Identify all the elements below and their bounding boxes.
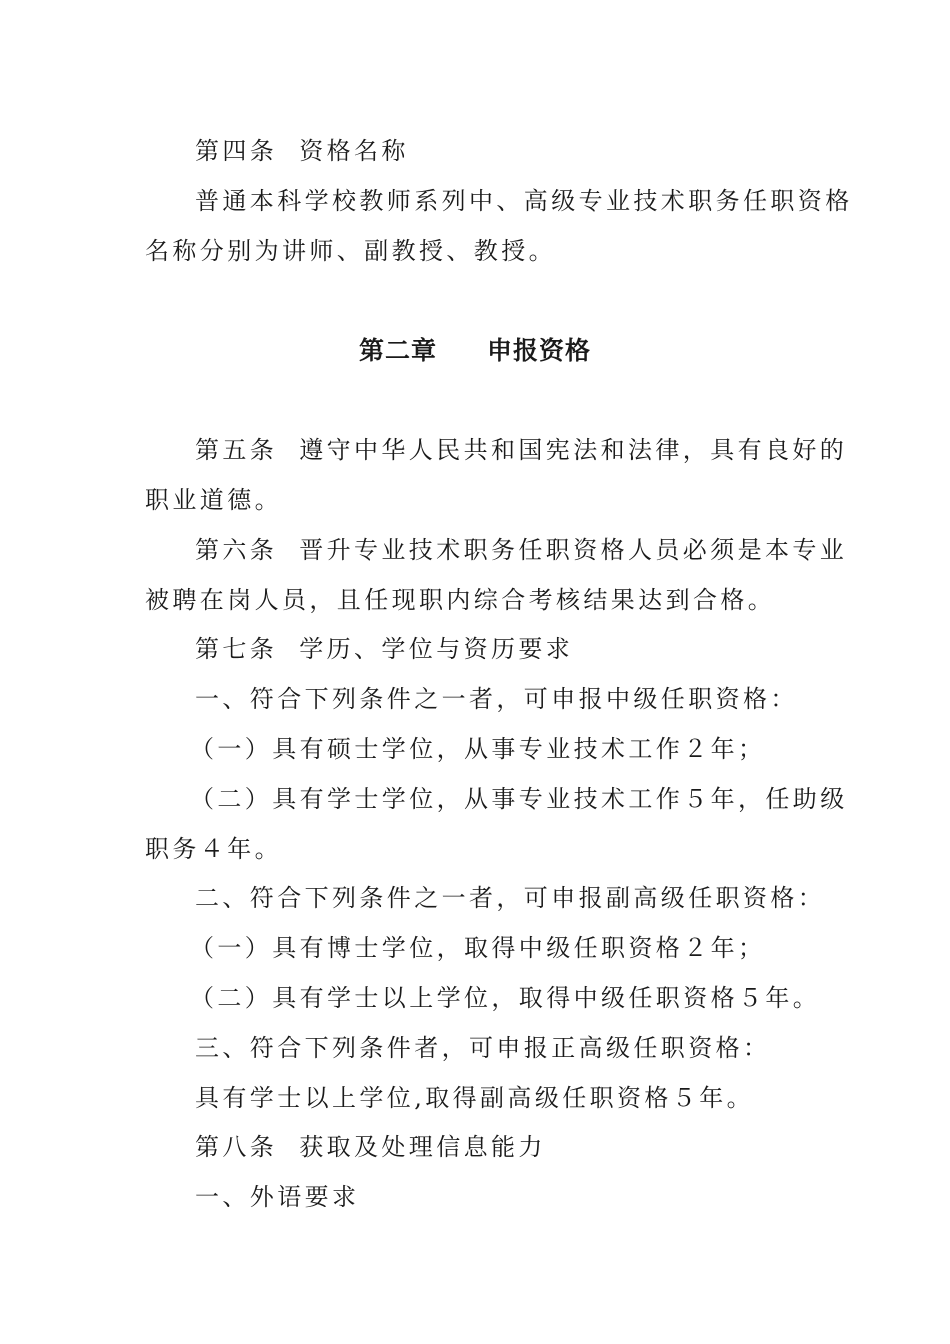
article-4-heading (195, 136, 409, 166)
article-5-text: 遵守中华人民共和国宪法和法律，具有良好的 (299, 436, 848, 464)
article-6-text: 晋升专业技术职务任职资格人员必须是本专业 (299, 536, 848, 564)
article-4-paragraph-line-2: 名称分别为讲师、副教授、教授。 (145, 237, 556, 265)
article-7-item-1: 一、符合下列条件之一者，可申报中级任职资格： (195, 685, 798, 713)
article-7-item-2: 二、符合下列条件之一者，可申报副高级任职资格： (195, 884, 826, 912)
article-7-item-1-b-line-1: （二）具有学士学位，从事专业技术工作５年，任助级 (190, 785, 848, 813)
article-5-line-2: 职业道德。 (145, 486, 282, 514)
article-7-item-1-b-line-2: 职务４年。 (145, 835, 282, 863)
article-8-title: 获取及处理信息能力 (299, 1133, 546, 1161)
article-6-line-1 (195, 535, 847, 565)
article-7-item-2-a: （一）具有博士学位，取得中级任职资格２年； (190, 934, 766, 962)
article-7-item-2-b: （二）具有学士以上学位，取得中级任职资格５年。 (190, 984, 821, 1012)
article-7-item-3-text: 具有学士以上学位,取得副高级任职资格５年。 (195, 1084, 755, 1112)
article-4-paragraph-line-1: 普通本科学校教师系列中、高级专业技术职务任职资格 (195, 187, 853, 215)
article-4-number: 第四条 (195, 137, 278, 165)
article-8-number: 第八条 (195, 1133, 278, 1161)
chapter-heading (0, 336, 950, 366)
article-6-number: 第六条 (195, 536, 278, 564)
chapter-number: 第二章 (358, 336, 437, 365)
article-6-line-2: 被聘在岗人员，且任现职内综合考核结果达到合格。 (145, 586, 776, 614)
article-7-heading (195, 634, 573, 664)
article-7-item-3: 三、符合下列条件者，可申报正高级任职资格： (195, 1034, 771, 1062)
article-5-line-1 (195, 435, 847, 465)
article-8-item-1: 一、外语要求 (195, 1183, 360, 1211)
article-4-title: 资格名称 (299, 137, 409, 165)
article-7-number: 第七条 (195, 635, 278, 663)
article-7-item-1-a: （一）具有硕士学位，从事专业技术工作２年； (190, 735, 766, 763)
chapter-title: 申报资格 (487, 336, 592, 365)
article-5-number: 第五条 (195, 436, 278, 464)
article-7-title: 学历、学位与资历要求 (299, 635, 574, 663)
article-8-heading (195, 1132, 546, 1162)
